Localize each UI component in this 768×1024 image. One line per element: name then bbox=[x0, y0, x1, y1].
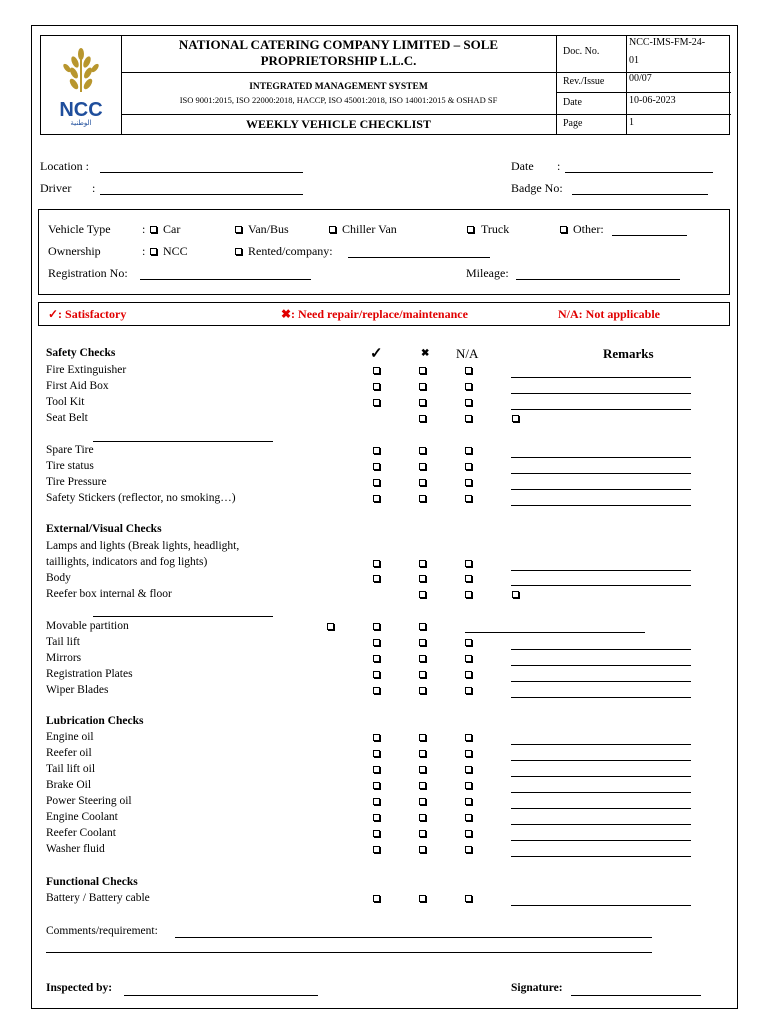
legend-na: N/A: Not applicable bbox=[558, 307, 660, 321]
chiller-label: Chiller Van bbox=[342, 222, 397, 236]
fire-ext-cross[interactable] bbox=[419, 367, 426, 374]
movable-remarks[interactable] bbox=[465, 632, 645, 633]
reefer-oil-na[interactable] bbox=[465, 750, 472, 757]
item-mirrors: Mirrors bbox=[46, 652, 82, 664]
washer-check[interactable] bbox=[373, 846, 380, 853]
battery-cross[interactable] bbox=[419, 895, 426, 902]
movable-extra[interactable] bbox=[327, 623, 334, 630]
seat-belt-cross[interactable] bbox=[419, 415, 426, 422]
date-field-label: Date bbox=[511, 159, 534, 173]
spare-tire-check[interactable] bbox=[373, 447, 380, 454]
body-remarks[interactable] bbox=[511, 585, 691, 586]
other-label: Other: bbox=[573, 222, 604, 236]
date-field-colon: : bbox=[557, 159, 561, 173]
stickers-na[interactable] bbox=[465, 495, 472, 502]
plates-cross[interactable] bbox=[419, 671, 426, 678]
form-title: WEEKLY VEHICLE CHECKLIST bbox=[246, 117, 431, 131]
mileage-label: Mileage: bbox=[466, 266, 509, 280]
reefer-coolant-na[interactable] bbox=[465, 830, 472, 837]
item-tool-kit: Tool Kit bbox=[46, 396, 85, 408]
signature-label: Signature: bbox=[511, 982, 563, 994]
plates-remarks[interactable] bbox=[511, 681, 691, 682]
stickers-check[interactable] bbox=[373, 495, 380, 502]
car-checkbox[interactable] bbox=[150, 226, 157, 233]
item-engine-coolant: Engine Coolant bbox=[46, 811, 118, 823]
registration-label: Registration No: bbox=[48, 266, 128, 280]
tire-pressure-na[interactable] bbox=[465, 479, 472, 486]
lamps-check[interactable] bbox=[373, 560, 380, 567]
mirrors-na[interactable] bbox=[465, 655, 472, 662]
tail-lift-oil-remarks[interactable] bbox=[511, 776, 691, 777]
ownership-label: Ownership bbox=[48, 244, 101, 258]
fire-ext-remarks[interactable] bbox=[511, 377, 691, 378]
tail-lift-check[interactable] bbox=[373, 639, 380, 646]
wiper-na[interactable] bbox=[465, 687, 472, 694]
date-value: 10-06-2023 bbox=[629, 95, 676, 106]
fire-ext-na[interactable] bbox=[465, 367, 472, 374]
vehicle-type-label: Vehicle Type bbox=[48, 222, 111, 236]
section-external: External/Visual Checks bbox=[46, 523, 162, 535]
truck-checkbox[interactable] bbox=[467, 226, 474, 233]
spare-tire-na[interactable] bbox=[465, 447, 472, 454]
movable-check[interactable] bbox=[373, 623, 380, 630]
item-reefer-coolant: Reefer Coolant bbox=[46, 827, 116, 839]
brake-oil-check[interactable] bbox=[373, 782, 380, 789]
item-tire-pressure: Tire Pressure bbox=[46, 476, 107, 488]
driver-label: Driver bbox=[40, 181, 72, 195]
battery-check[interactable] bbox=[373, 895, 380, 902]
doc-no-value-1: NCC-IMS-FM-24- bbox=[629, 37, 706, 48]
item-engine-oil: Engine oil bbox=[46, 731, 94, 743]
date-label: Date bbox=[563, 97, 582, 108]
badge-label: Badge No: bbox=[511, 181, 563, 195]
lamps-na[interactable] bbox=[465, 560, 472, 567]
tool-kit-check[interactable] bbox=[373, 399, 380, 406]
tail-lift-oil-cross[interactable] bbox=[419, 766, 426, 773]
inspected-by-field[interactable] bbox=[124, 995, 318, 996]
brake-oil-cross[interactable] bbox=[419, 782, 426, 789]
truck-label: Truck bbox=[481, 222, 510, 236]
item-movable-partition: Movable partition bbox=[46, 620, 129, 632]
location-label: Location : bbox=[40, 159, 89, 173]
item-lamps-line2: taillights, indicators and fog lights) bbox=[46, 556, 208, 568]
date-field[interactable] bbox=[565, 172, 713, 173]
comments-field-2[interactable] bbox=[46, 952, 652, 953]
reefer-box-extra[interactable] bbox=[512, 591, 519, 598]
wheat-icon bbox=[49, 46, 113, 96]
item-lamps-line1: Lamps and lights (Break lights, headlight, bbox=[46, 540, 240, 552]
tool-kit-cross[interactable] bbox=[419, 399, 426, 406]
document-header bbox=[40, 35, 730, 135]
item-reefer-box: Reefer box internal & floor bbox=[46, 588, 172, 600]
tail-lift-na[interactable] bbox=[465, 639, 472, 646]
mileage-field[interactable] bbox=[516, 279, 680, 280]
lamps-cross[interactable] bbox=[419, 560, 426, 567]
ncc-checkbox[interactable] bbox=[150, 248, 157, 255]
item-registration-plates: Registration Plates bbox=[46, 668, 133, 680]
standards-text: ISO 9001:2015, ISO 22000:2018, HACCP, ISO 45001:2018, ISO 14001:2015 & OSHAD SF bbox=[179, 95, 498, 105]
doc-no-value-2: 01 bbox=[629, 55, 639, 66]
rev-label: Rev./Issue bbox=[563, 76, 605, 87]
reefer-oil-cross[interactable] bbox=[419, 750, 426, 757]
item-tire-status: Tire status bbox=[46, 460, 94, 472]
body-check[interactable] bbox=[373, 575, 380, 582]
legend-repair: ✖: Need repair/replace/maintenance bbox=[281, 307, 468, 321]
washer-na[interactable] bbox=[465, 846, 472, 853]
rented-checkbox[interactable] bbox=[235, 248, 242, 255]
registration-field[interactable] bbox=[140, 279, 311, 280]
seat-belt-extra[interactable] bbox=[512, 415, 519, 422]
first-aid-na[interactable] bbox=[465, 383, 472, 390]
col-na-header: N/A bbox=[456, 346, 479, 361]
item-brake-oil: Brake Oil bbox=[46, 779, 92, 791]
engine-coolant-remarks[interactable] bbox=[511, 824, 691, 825]
battery-na[interactable] bbox=[465, 895, 472, 902]
tire-status-check[interactable] bbox=[373, 463, 380, 470]
col-cross-header: ✖ bbox=[421, 348, 430, 359]
reefer-box-na[interactable] bbox=[465, 591, 472, 598]
legend-satisfactory: ✓: Satisfactory bbox=[48, 307, 127, 321]
body-cross[interactable] bbox=[419, 575, 426, 582]
driver-colon: : bbox=[92, 181, 96, 195]
item-first-aid: First Aid Box bbox=[46, 380, 109, 392]
page-value: 1 bbox=[629, 117, 634, 128]
tire-pressure-cross[interactable] bbox=[419, 479, 426, 486]
logo-text: NCC bbox=[59, 99, 103, 121]
item-battery: Battery / Battery cable bbox=[46, 892, 150, 904]
engine-coolant-na[interactable] bbox=[465, 814, 472, 821]
plates-na[interactable] bbox=[465, 671, 472, 678]
van-label: Van/Bus bbox=[248, 222, 289, 236]
item-safety-stickers: Safety Stickers (reflector, no smoking…) bbox=[46, 492, 236, 504]
location-field[interactable] bbox=[100, 172, 303, 173]
seat-belt-line[interactable] bbox=[93, 441, 273, 442]
mirrors-cross[interactable] bbox=[419, 655, 426, 662]
power-steering-check[interactable] bbox=[373, 798, 380, 805]
tail-lift-remarks[interactable] bbox=[511, 649, 691, 650]
wiper-cross[interactable] bbox=[419, 687, 426, 694]
first-aid-check[interactable] bbox=[373, 383, 380, 390]
signature-field[interactable] bbox=[571, 995, 701, 996]
spare-tire-cross[interactable] bbox=[419, 447, 426, 454]
battery-remarks[interactable] bbox=[511, 905, 691, 906]
van-checkbox[interactable] bbox=[235, 226, 242, 233]
washer-cross[interactable] bbox=[419, 846, 426, 853]
ownership-colon: : bbox=[142, 244, 146, 258]
tail-lift-oil-check[interactable] bbox=[373, 766, 380, 773]
item-spare-tire: Spare Tire bbox=[46, 444, 94, 456]
reefer-coolant-remarks[interactable] bbox=[511, 840, 691, 841]
comments-field[interactable] bbox=[175, 937, 652, 938]
engine-oil-na[interactable] bbox=[465, 734, 472, 741]
other-field[interactable] bbox=[612, 235, 687, 236]
driver-field[interactable] bbox=[100, 194, 303, 195]
vehicle-type-colon: : bbox=[142, 222, 146, 236]
item-wiper-blades: Wiper Blades bbox=[46, 684, 109, 696]
item-body: Body bbox=[46, 572, 71, 584]
section-lubrication: Lubrication Checks bbox=[46, 715, 144, 727]
item-tail-lift: Tail lift bbox=[46, 636, 81, 648]
engine-oil-cross[interactable] bbox=[419, 734, 426, 741]
car-label: Car bbox=[163, 222, 181, 236]
page-label: Page bbox=[563, 118, 583, 129]
plates-check[interactable] bbox=[373, 671, 380, 678]
reefer-oil-check[interactable] bbox=[373, 750, 380, 757]
company-name-line1: NATIONAL CATERING COMPANY LIMITED – SOLE bbox=[178, 37, 499, 52]
tire-pressure-remarks[interactable] bbox=[511, 489, 691, 490]
col-check-header: ✓ bbox=[370, 346, 383, 362]
stickers-remarks[interactable] bbox=[511, 505, 691, 506]
washer-remarks[interactable] bbox=[511, 856, 691, 857]
power-steering-cross[interactable] bbox=[419, 798, 426, 805]
tail-lift-cross[interactable] bbox=[419, 639, 426, 646]
stickers-cross[interactable] bbox=[419, 495, 426, 502]
mirrors-check[interactable] bbox=[373, 655, 380, 662]
chiller-checkbox[interactable] bbox=[329, 226, 336, 233]
first-aid-cross[interactable] bbox=[419, 383, 426, 390]
tool-kit-na[interactable] bbox=[465, 399, 472, 406]
seat-belt-na[interactable] bbox=[465, 415, 472, 422]
reefer-coolant-cross[interactable] bbox=[419, 830, 426, 837]
engine-oil-remarks[interactable] bbox=[511, 744, 691, 745]
logo-subtext: الوطنية bbox=[70, 119, 92, 127]
reefer-box-line[interactable] bbox=[93, 616, 273, 617]
section-functional: Functional Checks bbox=[46, 876, 138, 888]
item-reefer-oil: Reefer oil bbox=[46, 747, 92, 759]
tire-status-remarks[interactable] bbox=[511, 473, 691, 474]
tire-status-na[interactable] bbox=[465, 463, 472, 470]
first-aid-remarks[interactable] bbox=[511, 393, 691, 394]
body-na[interactable] bbox=[465, 575, 472, 582]
lamps-remarks[interactable] bbox=[511, 570, 691, 571]
item-fire-extinguisher: Fire Extinguisher bbox=[46, 364, 127, 376]
item-tail-lift-oil: Tail lift oil bbox=[46, 763, 96, 775]
tire-status-cross[interactable] bbox=[419, 463, 426, 470]
brake-oil-na[interactable] bbox=[465, 782, 472, 789]
other-checkbox[interactable] bbox=[560, 226, 567, 233]
engine-coolant-check[interactable] bbox=[373, 814, 380, 821]
engine-coolant-cross[interactable] bbox=[419, 814, 426, 821]
company-name-line2: PROPRIETORSHIP L.L.C. bbox=[260, 53, 417, 68]
comments-label: Comments/requirement: bbox=[46, 925, 158, 937]
tire-pressure-check[interactable] bbox=[373, 479, 380, 486]
col-remarks-header: Remarks bbox=[603, 346, 654, 361]
spare-tire-remarks[interactable] bbox=[511, 457, 691, 458]
mirrors-remarks[interactable] bbox=[511, 665, 691, 666]
brake-oil-remarks[interactable] bbox=[511, 792, 691, 793]
rented-field[interactable] bbox=[348, 257, 490, 258]
item-power-steering: Power Steering oil bbox=[46, 795, 132, 807]
rented-label: Rented/company: bbox=[248, 244, 333, 258]
reefer-coolant-check[interactable] bbox=[373, 830, 380, 837]
rev-value: 00/07 bbox=[629, 73, 652, 84]
movable-cross[interactable] bbox=[419, 623, 426, 630]
section-safety: Safety Checks bbox=[46, 347, 116, 359]
system-title: INTEGRATED MANAGEMENT SYSTEM bbox=[249, 82, 428, 92]
inspected-by-label: Inspected by: bbox=[46, 982, 113, 994]
tail-lift-oil-na[interactable] bbox=[465, 766, 472, 773]
badge-field[interactable] bbox=[572, 194, 708, 195]
ncc-logo bbox=[49, 46, 113, 127]
reefer-box-cross[interactable] bbox=[419, 591, 426, 598]
item-seat-belt: Seat Belt bbox=[46, 412, 88, 424]
reefer-oil-remarks[interactable] bbox=[511, 760, 691, 761]
power-steering-remarks[interactable] bbox=[511, 808, 691, 809]
wiper-remarks[interactable] bbox=[511, 697, 691, 698]
doc-no-label: Doc. No. bbox=[563, 46, 600, 57]
engine-oil-check[interactable] bbox=[373, 734, 380, 741]
item-washer-fluid: Washer fluid bbox=[46, 843, 105, 855]
tool-kit-remarks[interactable] bbox=[511, 409, 691, 410]
wiper-check[interactable] bbox=[373, 687, 380, 694]
ncc-label: NCC bbox=[163, 244, 188, 258]
fire-ext-check[interactable] bbox=[373, 367, 380, 374]
power-steering-na[interactable] bbox=[465, 798, 472, 805]
